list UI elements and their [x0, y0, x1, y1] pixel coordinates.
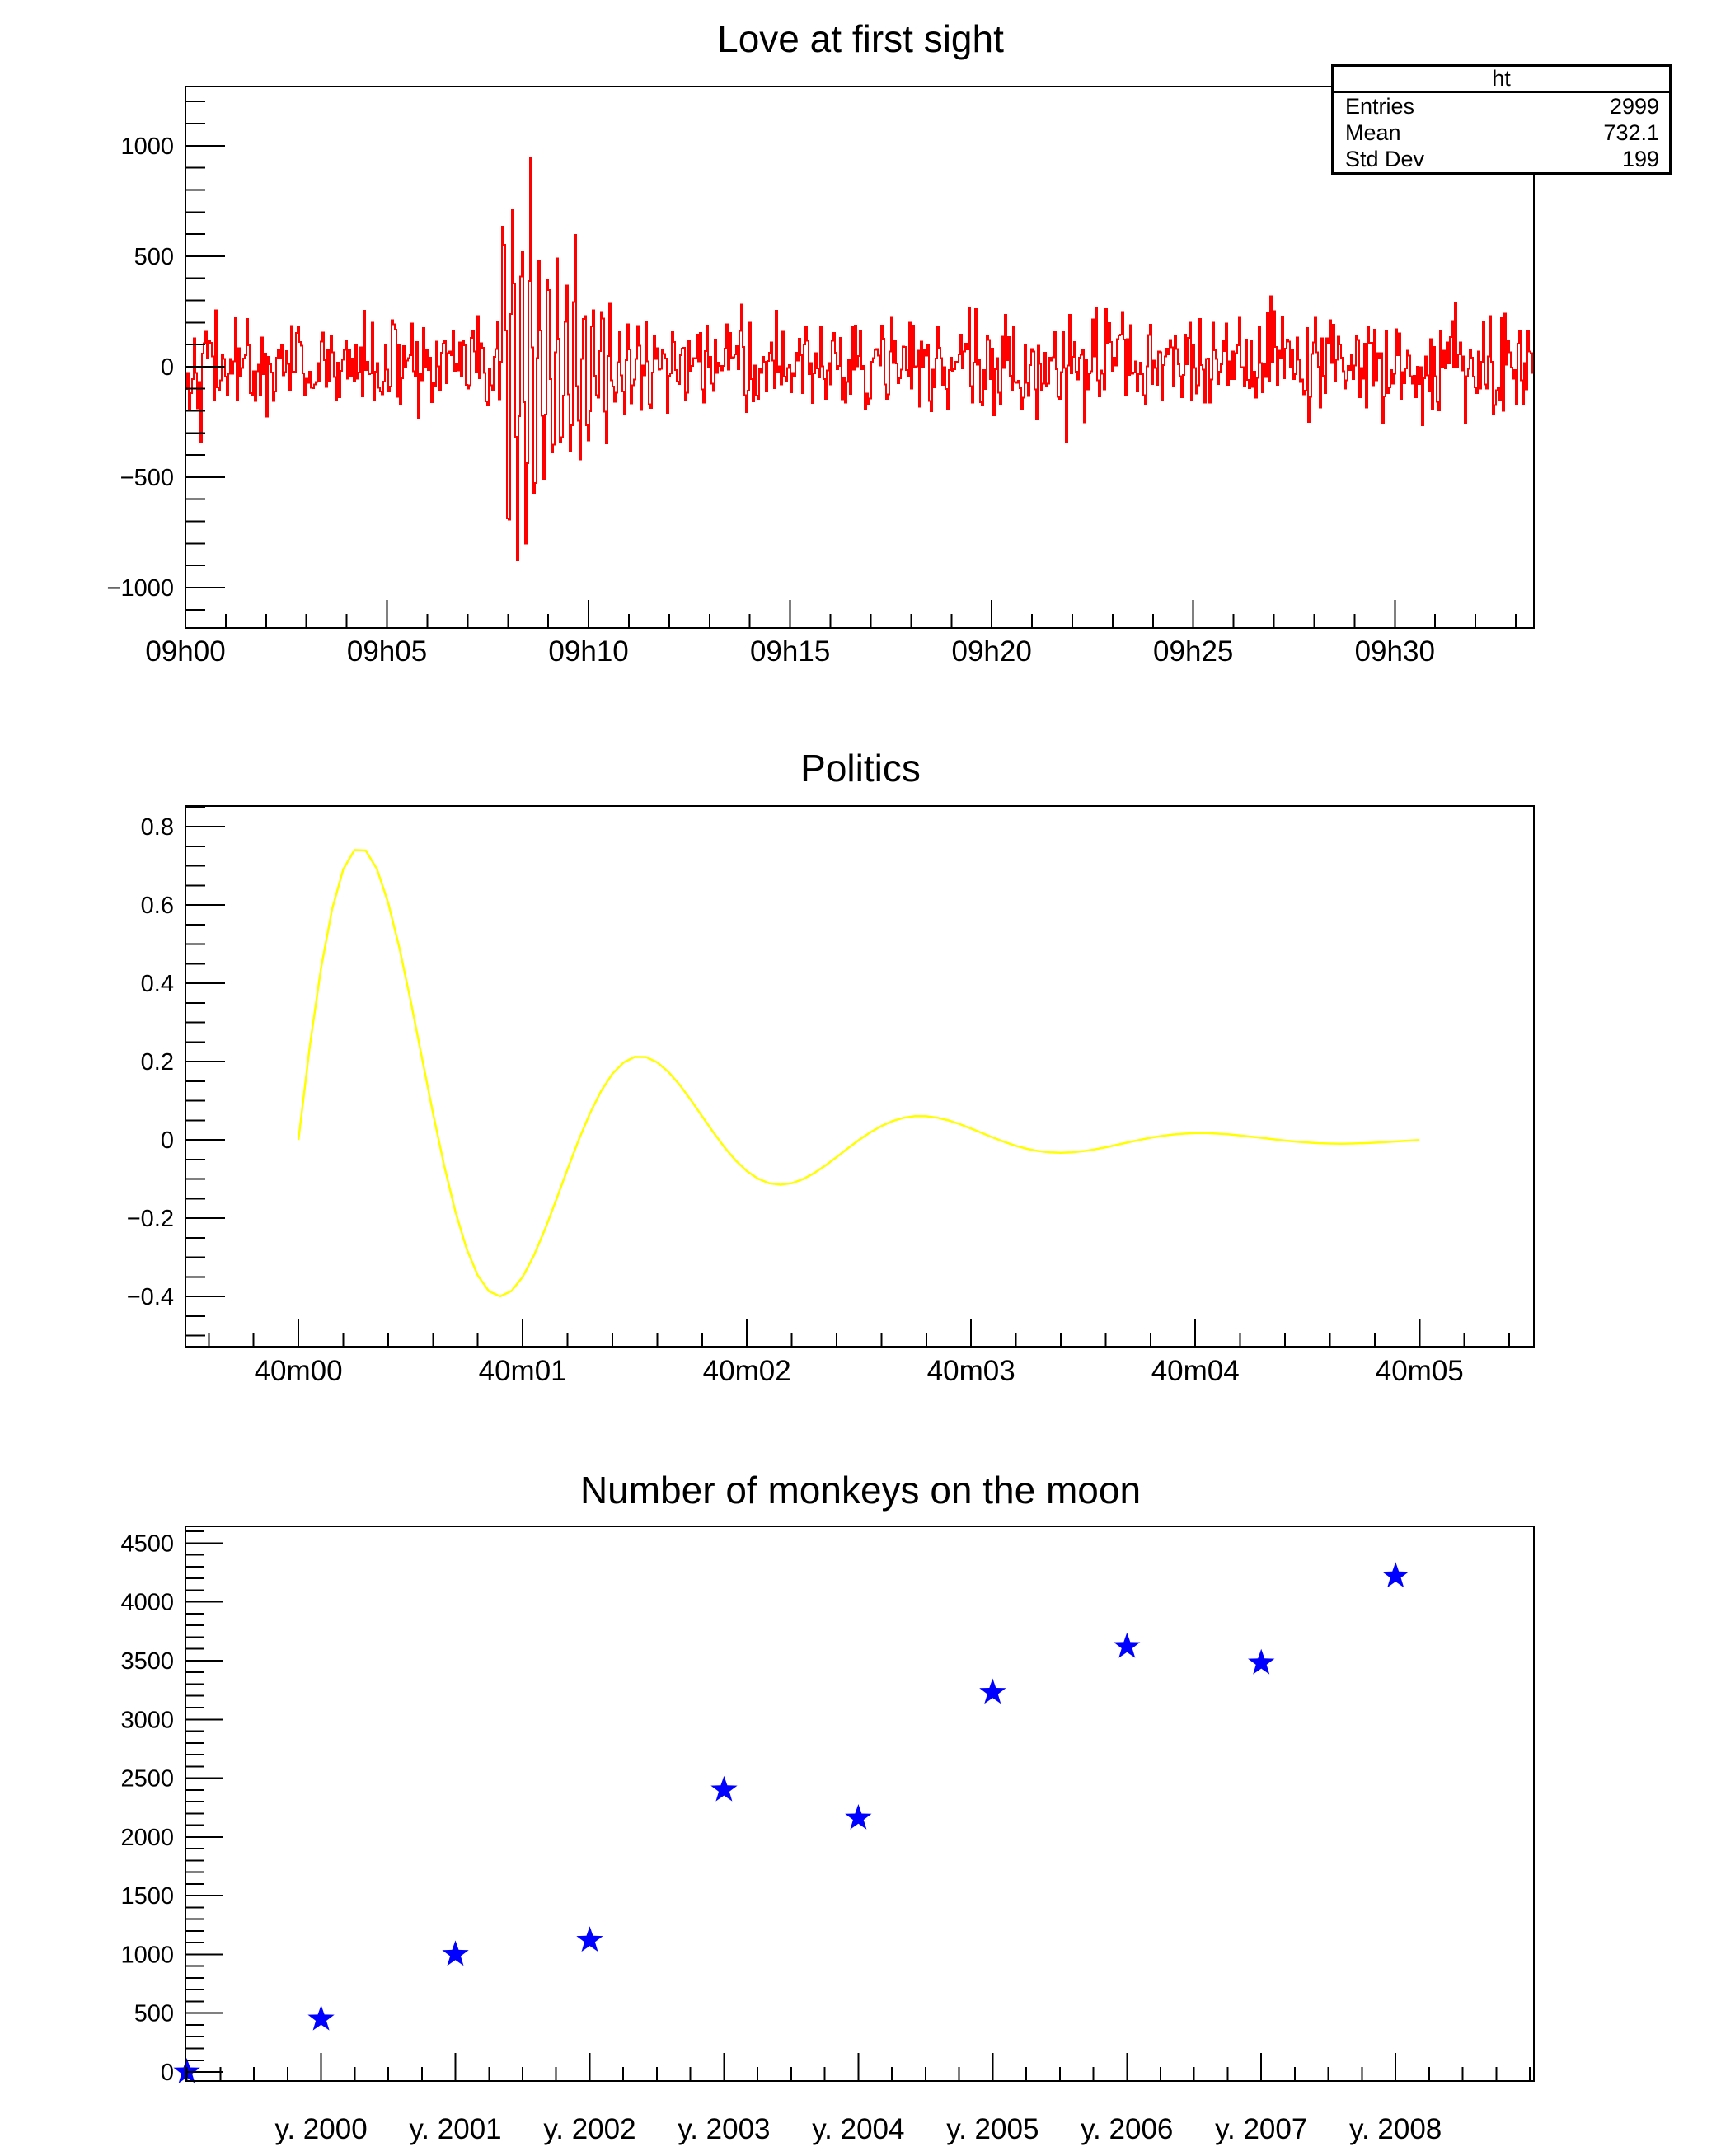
x-tick-label: y. 2005: [946, 2113, 1039, 2145]
x-tick-label: 40m03: [926, 1355, 1015, 1387]
x-tick-label: y. 2000: [274, 2113, 368, 2145]
data-point-star[interactable]: [442, 1940, 468, 1966]
y-tick-label: 2500: [120, 1765, 174, 1793]
y-tick-label: 0.8: [140, 814, 174, 841]
y-tick-label: 0: [160, 1127, 174, 1155]
stats-row: [1334, 146, 1669, 172]
y-tick-label: 3500: [120, 1647, 174, 1675]
y-tick-label: −500: [120, 464, 174, 491]
y-axis: [127, 807, 225, 1335]
data-point-star[interactable]: [1248, 1649, 1274, 1675]
pad2-title: Politics: [800, 747, 921, 790]
x-tick-label: y. 2002: [543, 2113, 636, 2145]
x-tick-label: 09h00: [145, 635, 226, 668]
y-tick-label: −0.4: [126, 1284, 174, 1311]
series-layer: [298, 850, 1419, 1296]
data-point-star[interactable]: [576, 1926, 603, 1952]
y-tick-label: 2000: [120, 1824, 174, 1851]
x-tick-label: 40m00: [254, 1355, 343, 1387]
x-tick-label: y. 2003: [678, 2113, 771, 2145]
y-tick-label: 0: [160, 2060, 174, 2087]
x-tick-label: y. 2007: [1215, 2113, 1308, 2145]
y-tick-label: 1000: [120, 133, 174, 160]
series-layer: [185, 157, 1534, 560]
series-layer: [174, 1562, 1409, 2083]
pad-2: [127, 806, 1534, 1387]
x-axis: [187, 2053, 1530, 2145]
stats-box[interactable]: [1331, 64, 1672, 175]
x-tick-label: y. 2004: [812, 2113, 905, 2145]
x-tick-label: 40m05: [1375, 1355, 1464, 1387]
y-tick-label: 1000: [120, 1942, 174, 1969]
data-point-star[interactable]: [710, 1776, 737, 1802]
y-tick-label: 1500: [120, 1883, 174, 1910]
x-tick-label: 09h30: [1354, 635, 1435, 668]
x-tick-label: 40m01: [478, 1355, 567, 1387]
x-tick-label: 09h15: [749, 635, 831, 668]
data-point-star[interactable]: [307, 2005, 334, 2031]
data-point-star[interactable]: [979, 1679, 1006, 1704]
x-axis: [209, 1319, 1509, 1387]
y-tick-label: 3000: [120, 1707, 174, 1734]
stats-row: [1334, 93, 1669, 120]
pad1-title: Love at first sight: [717, 17, 1004, 60]
x-tick-label: 09h25: [1153, 635, 1234, 668]
plot-frame: [185, 806, 1534, 1347]
pad-3: [120, 1526, 1534, 2145]
y-tick-label: −1000: [106, 574, 174, 602]
data-point-star[interactable]: [1114, 1633, 1140, 1658]
y-tick-label: 4000: [120, 1589, 174, 1616]
y-tick-label: 0.2: [140, 1049, 174, 1076]
x-axis: [145, 600, 1516, 668]
pad3-title: Number of monkeys on the moon: [579, 1469, 1142, 1512]
x-tick-label: 09h20: [951, 635, 1032, 668]
data-point-star[interactable]: [1382, 1562, 1409, 1587]
stats-title: ht: [1334, 67, 1669, 93]
stats-label: Entries: [1345, 94, 1415, 119]
y-tick-label: −0.2: [126, 1206, 174, 1233]
plot-frame: [185, 1526, 1534, 2081]
x-tick-label: y. 2006: [1081, 2113, 1174, 2145]
y-axis: [120, 1530, 223, 2086]
y-tick-label: 0: [160, 354, 174, 381]
stats-label: Std Dev: [1345, 147, 1425, 171]
pad-1: [107, 87, 1534, 668]
stats-value: 732.1: [1603, 120, 1659, 145]
stats-row: [1334, 120, 1669, 146]
stats-value: 2999: [1609, 94, 1659, 119]
x-tick-label: y. 2008: [1349, 2113, 1442, 2145]
y-tick-label: 0.4: [140, 971, 174, 998]
x-tick-label: 40m04: [1151, 1355, 1240, 1387]
histogram-series[interactable]: [185, 157, 1534, 560]
y-tick-label: 500: [134, 243, 174, 270]
stats-label: Mean: [1345, 120, 1401, 145]
y-tick-label: 500: [134, 2000, 174, 2027]
y-tick-label: 0.6: [140, 893, 174, 920]
function-curve[interactable]: [298, 850, 1419, 1296]
data-point-star[interactable]: [845, 1804, 871, 1830]
x-tick-label: y. 2001: [409, 2113, 502, 2145]
x-tick-label: 40m02: [702, 1355, 791, 1387]
y-tick-label: 4500: [120, 1530, 174, 1558]
stats-value: 199: [1621, 147, 1659, 171]
x-tick-label: 09h05: [346, 635, 428, 668]
x-tick-label: 09h10: [548, 635, 629, 668]
